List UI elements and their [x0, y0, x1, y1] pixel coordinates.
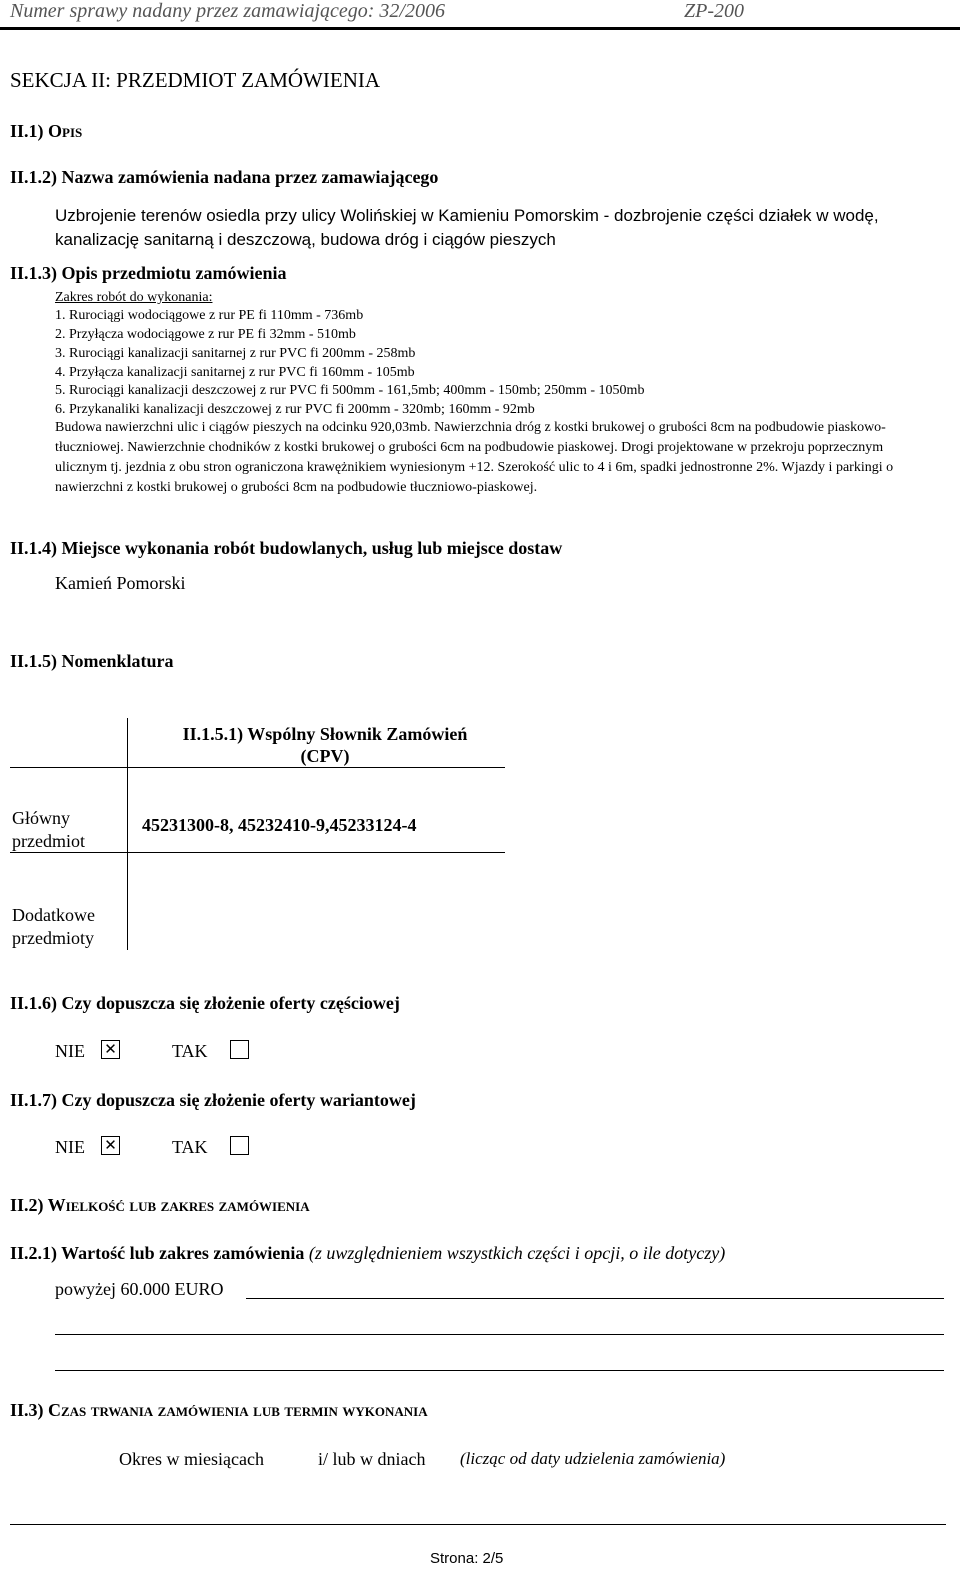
- zakres-item: 4. Przyłącza kanalizacji sanitarnej z rur PVC fi 160mm - 105mb: [55, 365, 415, 380]
- cpv-glowny-label: Główny: [12, 808, 70, 828]
- czesciowe-tak-checkbox[interactable]: [230, 1040, 249, 1059]
- zakres-item: 2. Przyłącza wodociągowe z rur PE fi 32mm - 510mb: [55, 327, 356, 342]
- cpv-table-rule: [10, 767, 505, 768]
- wariantowe-tak-checkbox[interactable]: [230, 1136, 249, 1155]
- cpv-dodatkowe-label: przedmioty: [12, 928, 94, 948]
- heading-nomenklatura: II.1.5) Nomenklatura: [10, 651, 174, 671]
- heading-czas: II.3) Czas trwania zamówienia lub termin wykonania: [10, 1400, 428, 1420]
- heading-opis-przedmiotu: II.1.3) Opis przedmiotu zamówienia: [10, 263, 287, 283]
- wartosc-row: [10, 1243, 725, 1264]
- section-title: SEKCJA II: PRZEDMIOT ZAMÓWIENIA: [10, 68, 381, 92]
- heading-opis: II.1) Opis: [10, 121, 83, 141]
- heading-wartosc: II.2.1) Wartość lub zakres zamówienia: [10, 1243, 305, 1263]
- zakres-item: 1. Rurociągi wodociągowe z rur PE fi 110mm - 736mb: [55, 308, 364, 323]
- czas-note: (licząc od daty udzielenia zamówienia): [460, 1449, 726, 1468]
- header-form-code: ZP-200: [684, 0, 744, 22]
- heading-nazwa: II.1.2) Nazwa zamówienia nadana przez zamawiającego: [10, 167, 439, 187]
- wartosc-line: [246, 1298, 944, 1299]
- zakres-item: 5. Rurociągi kanalizacji deszczowej z rur PVC fi 500mm - 161,5mb; 400mm - 150mb; 250mm - 1050mb: [55, 383, 645, 398]
- page-number: Strona: 2/5: [430, 1550, 504, 1567]
- cpv-glowny-value: 45231300-8, 45232410-9,45233124-4: [142, 815, 417, 835]
- wartosc-line: [55, 1370, 944, 1371]
- miejsce-value: Kamień Pomorski: [55, 573, 186, 593]
- czesciowe-tak-label: TAK: [172, 1041, 208, 1061]
- zakres-item: 3. Rurociągi kanalizacji sanitarnej z rur PVC fi 200mm - 258mb: [55, 346, 416, 361]
- header-case-number: Numer sprawy nadany przez zamawiającego: 32/2006: [10, 0, 445, 22]
- header-rule: [0, 27, 960, 30]
- wariantowe-nie-checkbox[interactable]: ✕: [101, 1136, 120, 1155]
- nazwa-text: Uzbrojenie terenów osiedla przy ulicy Wolińskiej w Kamieniu Pomorskim - dozbrojenie części działek w wodę, kanalizację sanitarną i deszczową, budowa dróg i ciągów pieszych: [55, 206, 879, 249]
- cpv-glowny-label: przedmiot: [12, 831, 85, 851]
- cpv-header-subtitle: (CPV): [300, 746, 350, 766]
- heading-czesciowe: II.1.6) Czy dopuszcza się złożenie oferty częściowej: [10, 993, 400, 1013]
- zakres-label: Zakres robót do wykonania:: [55, 290, 213, 305]
- cpv-table-vertical-rule: [127, 718, 128, 950]
- wartosc-value: powyżej 60.000 EURO: [55, 1279, 224, 1299]
- cpv-dodatkowe-label: Dodatkowe: [12, 905, 95, 925]
- budowa-text: Budowa nawierzchni ulic i ciągów pieszych na odcinku 920,03mb. Nawierzchnia dróg z kostki brukowej o grubości 8cm na podbudowie piaskowo-tłuczniowej. Nawierzchnie chodników z kostki brukowej o grubości 6cm na podbudowie piaskowej. Drogi projektowane w przekroju poprzecznym ulicznym tj. jezdnia z obu stron ograniczona krawężnikiem wyniesionym +12. Szerokość ulic to 4 i 6m, spadki jednostronne 2%. Wjazdy i parkingi o nawierzchni z kostki brukowej o grubości 8cm na podbudowie tłuczniowo-piaskowej.: [55, 420, 894, 495]
- zakres-item: 6. Przykanaliki kanalizacji deszczowej z rur PVC fi 200mm - 320mb; 160mm - 92mb: [55, 402, 535, 417]
- heading-wielkosc: II.2) Wielkość lub zakres zamówienia: [10, 1195, 310, 1215]
- cpv-header-title: II.1.5.1) Wspólny Słownik Zamówień: [182, 724, 468, 744]
- heading-miejsce: II.1.4) Miejsce wykonania robót budowlanych, usług lub miejsce dostaw: [10, 538, 563, 558]
- wariantowe-nie-label: NIE: [55, 1137, 85, 1157]
- wartosc-line: [55, 1334, 944, 1335]
- wartosc-note: (z uwzględnieniem wszystkich części i opcji, o ile dotyczy): [308, 1243, 726, 1263]
- cpv-table-rule: [10, 852, 505, 853]
- czas-dni-label: i/ lub w dniach: [318, 1449, 426, 1469]
- heading-wariantowe: II.1.7) Czy dopuszcza się złożenie oferty wariantowej: [10, 1090, 416, 1110]
- czesciowe-nie-checkbox[interactable]: ✕: [101, 1040, 120, 1059]
- czas-okres-label: Okres w miesiącach: [119, 1449, 264, 1469]
- wariantowe-tak-label: TAK: [172, 1137, 208, 1157]
- footer-rule: [10, 1524, 946, 1525]
- czesciowe-nie-label: NIE: [55, 1041, 85, 1061]
